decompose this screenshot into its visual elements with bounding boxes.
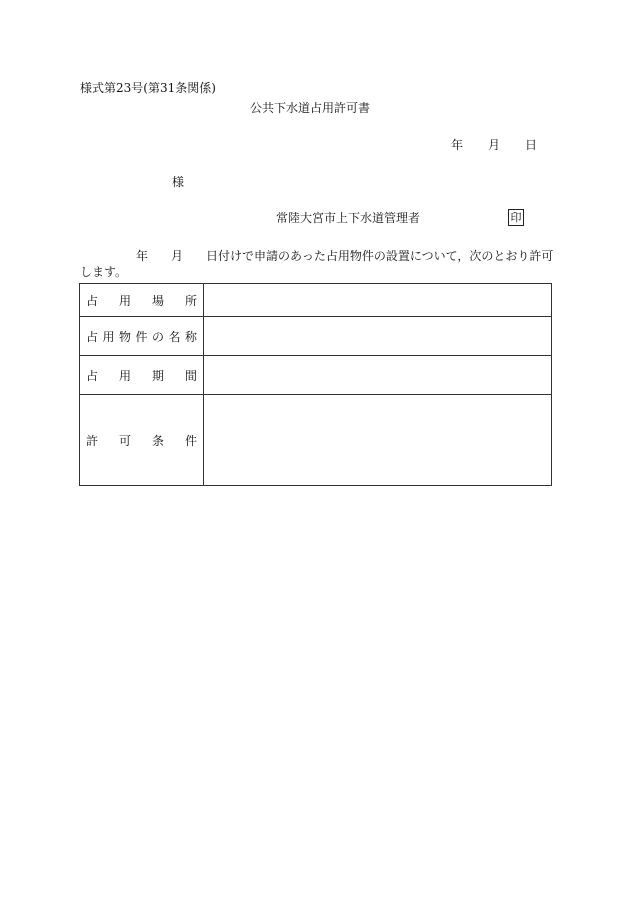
date-month-label: 月: [488, 138, 501, 152]
row-value-period: [204, 356, 552, 395]
body-year-label: 年: [136, 249, 149, 263]
form-number: 様式第23号(第31条関係): [80, 81, 216, 95]
row-label-conditions: 許可条件: [80, 395, 204, 486]
table-row: [80, 395, 552, 486]
table-row: [80, 317, 552, 356]
table-row: [80, 356, 552, 395]
table-row: [80, 284, 552, 317]
date-day-label: 日: [525, 138, 538, 152]
body-text-rest: 日付けで申請のあった占用物件の設置について，次のとおり許可: [206, 249, 554, 263]
row-label-object-name: 占用物件の名称: [80, 317, 204, 356]
body-month-label: 月: [171, 249, 184, 263]
date-year-label: 年: [451, 138, 464, 152]
body-text-line1: [136, 248, 553, 264]
document-title: 公共下水道占用許可書: [250, 101, 371, 115]
body-text-line2: します。: [80, 265, 128, 279]
issuer-name: 常陸大宮市上下水道管理者: [276, 211, 421, 225]
row-label-period: 占用期間: [80, 356, 204, 395]
row-label-location: 占用場所: [80, 284, 204, 317]
seal-stamp: 印: [508, 209, 524, 226]
permit-details-table: [79, 283, 552, 486]
row-value-object-name: [204, 317, 552, 356]
date-line: [451, 137, 537, 153]
addressee-honorific: 様: [172, 175, 185, 189]
row-value-location: [204, 284, 552, 317]
row-value-conditions: [204, 395, 552, 486]
